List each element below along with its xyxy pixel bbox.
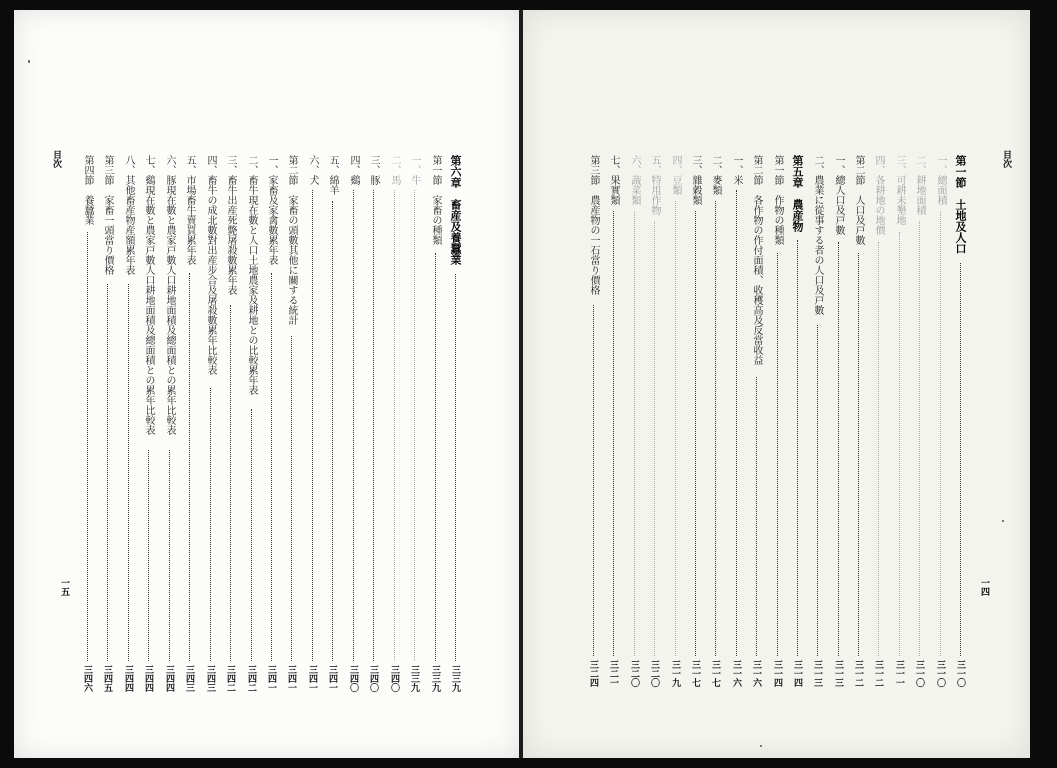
dot-leader [148, 450, 149, 661]
toc-entry: 四、鷄 [348, 155, 359, 185]
toc-entry: 二、農業に從事する者の人口及戸數 [812, 155, 823, 315]
dot-leader [169, 450, 170, 661]
toc-entry: 第一節 土地及人口 [954, 155, 967, 254]
dot-leader [353, 190, 354, 661]
dot-leader [291, 336, 292, 661]
toc-page-number: 三一〇 [914, 660, 924, 687]
left-page [14, 10, 519, 758]
toc-page-number: 三四六 [82, 665, 92, 692]
dot-leader [797, 240, 798, 657]
toc-page-number: 三一六 [751, 660, 761, 687]
dot-leader [736, 190, 737, 656]
toc-page-number: 三四四 [164, 665, 174, 692]
toc-entry: 第一節 作物の種類 [772, 155, 783, 245]
dot-leader [756, 377, 757, 656]
dot-leader [435, 253, 436, 661]
toc-page-number: 三四一 [266, 665, 276, 692]
toc-page-number: 三三九 [450, 665, 460, 692]
toc-entry: 七、果實類 [608, 155, 619, 205]
toc-entry: 四、各耕地の地價 [873, 155, 884, 235]
toc-entry: 二、畜牛現在數と人口土地農家及耕地との比較累年表 [246, 155, 257, 395]
toc-page-number: 三一〇 [955, 660, 965, 687]
toc-entry: 四、豆類 [670, 155, 681, 195]
toc-entry: 三、畜牛出産死斃屠殺數累年表 [225, 155, 236, 295]
toc-entry: 一、家畜及家禽數累年表 [266, 155, 277, 265]
toc-page-number: 三三九 [430, 665, 440, 692]
toc-page-number: 三二四 [588, 660, 598, 687]
dot-leader [394, 190, 395, 661]
toc-entry: 第四節 養蠶業 [82, 155, 93, 225]
toc-page-number: 三四一 [307, 665, 317, 692]
toc-page-number: 三一〇 [935, 660, 945, 687]
toc-entry: 第一節 家畜の種類 [430, 155, 441, 245]
toc-page-number: 三一三 [833, 660, 843, 687]
toc-page-number: 三三九 [409, 665, 419, 692]
toc-page-number: 三四〇 [368, 665, 378, 692]
dot-leader [210, 388, 211, 661]
dot-leader [107, 284, 108, 661]
toc-page-number: 三一四 [772, 660, 782, 687]
toc-page-number: 三四二 [246, 665, 256, 692]
toc-entry: 一、米 [731, 155, 742, 185]
right-side-label: 目次 [1001, 150, 1011, 168]
scan-speck [1002, 520, 1004, 522]
toc-page-number: 三四四 [123, 665, 133, 692]
dot-leader [230, 305, 231, 661]
dot-leader [940, 211, 941, 656]
toc-page-number: 三二〇 [629, 660, 639, 687]
dot-leader [838, 242, 839, 656]
dot-leader [87, 232, 88, 661]
toc-page-number: 三四四 [143, 665, 153, 692]
dot-leader [373, 190, 374, 661]
toc-entry: 一、總面積 [935, 155, 946, 205]
toc-entry: 六、豚現在數と農家戸數人口耕地面積及總面積との累年比較表 [164, 155, 175, 435]
toc-entry: 五、綿羊 [327, 155, 338, 195]
toc-page-number: 三一四 [792, 660, 802, 687]
toc-page-number: 三四五 [102, 665, 112, 692]
toc-page-number: 三四一 [327, 665, 337, 692]
dot-leader [878, 242, 879, 656]
toc-entry: 二、麥類 [710, 155, 721, 195]
dot-leader [634, 211, 635, 656]
toc-entry: 第二節 各作物の作付面積、收穫高及反當收益 [751, 155, 762, 365]
toc-entry: 七、鷄現在數と農家戸數人口耕地面積及總面積との累年比較表 [143, 155, 154, 435]
toc-entry: 第三節 家畜一頭當り價格 [102, 155, 113, 275]
dot-leader [695, 211, 696, 656]
left-side-label: 目次 [51, 150, 61, 168]
toc-entry: 一、總人口及戸數 [833, 155, 844, 235]
dot-leader [858, 253, 859, 656]
dot-leader [613, 211, 614, 656]
toc-page-number: 三四三 [184, 665, 194, 692]
scan-speck [28, 60, 30, 63]
dot-leader [189, 273, 190, 661]
dot-leader [960, 263, 961, 657]
scan-speck [760, 745, 762, 747]
dot-leader [332, 201, 333, 661]
toc-entry: 六、犬 [307, 155, 318, 185]
toc-entry: 八、其他畜産物産額累年表 [123, 155, 134, 275]
dot-leader [593, 305, 594, 656]
toc-entry: 三、可耕未墾地 [894, 155, 905, 225]
toc-page-number: 三一六 [731, 660, 741, 687]
toc-entry: 第六章 畜産及養蠶業 [449, 155, 462, 265]
dot-leader [777, 253, 778, 656]
dot-leader [414, 190, 415, 661]
toc-page-number: 三四一 [286, 665, 296, 692]
dot-leader [899, 232, 900, 656]
dot-leader [128, 284, 129, 661]
left-folio: 一五 [59, 578, 69, 596]
toc-entry: 第五章 農産物 [791, 155, 804, 232]
toc-page-number: 三四二 [225, 665, 235, 692]
toc-page-number: 三一九 [670, 660, 680, 687]
dot-leader [654, 221, 655, 656]
toc-entry: 五、特用作物 [649, 155, 660, 215]
toc-entry: 第三節 農産物の一石當り價格 [588, 155, 599, 295]
toc-page-number: 三一二 [853, 660, 863, 687]
toc-page-number: 三一七 [690, 660, 700, 687]
toc-page-number: 三四三 [205, 665, 215, 692]
toc-page-number: 三四〇 [389, 665, 399, 692]
toc-entry: 五、市場畜牛賣買累年表 [184, 155, 195, 265]
toc-page-number: 三一二 [873, 660, 883, 687]
dot-leader [715, 201, 716, 656]
dot-leader [251, 409, 252, 661]
toc-page-number: 三四〇 [348, 665, 358, 692]
toc-page-number: 三二〇 [649, 660, 659, 687]
toc-page-number: 三一七 [710, 660, 720, 687]
toc-entry: 二、耕地面積 [914, 155, 925, 215]
dot-leader [312, 190, 313, 661]
toc-entry: 四、畜牛の成北數對出産步合及屠殺數累年比較表 [205, 155, 216, 375]
toc-page-number: 三一一 [894, 660, 904, 687]
toc-entry: 第二節 家畜の頭數其他に關する統計 [286, 155, 297, 325]
toc-entry: 六、蔬菜類 [629, 155, 640, 205]
dot-leader [919, 221, 920, 656]
toc-entry: 二、馬 [389, 155, 400, 185]
dot-leader [675, 201, 676, 656]
toc-entry: 三、豚 [368, 155, 379, 185]
dot-leader [817, 325, 818, 656]
dot-leader [455, 274, 456, 661]
toc-entry: 第二節 人口及戸數 [853, 155, 864, 245]
right-folio: 一四 [979, 578, 989, 596]
dot-leader [271, 273, 272, 661]
toc-page-number: 三一三 [812, 660, 822, 687]
toc-page-number: 三二一 [608, 660, 618, 687]
toc-entry: 三、雜穀類 [690, 155, 701, 205]
toc-entry: 一、牛 [409, 155, 420, 185]
